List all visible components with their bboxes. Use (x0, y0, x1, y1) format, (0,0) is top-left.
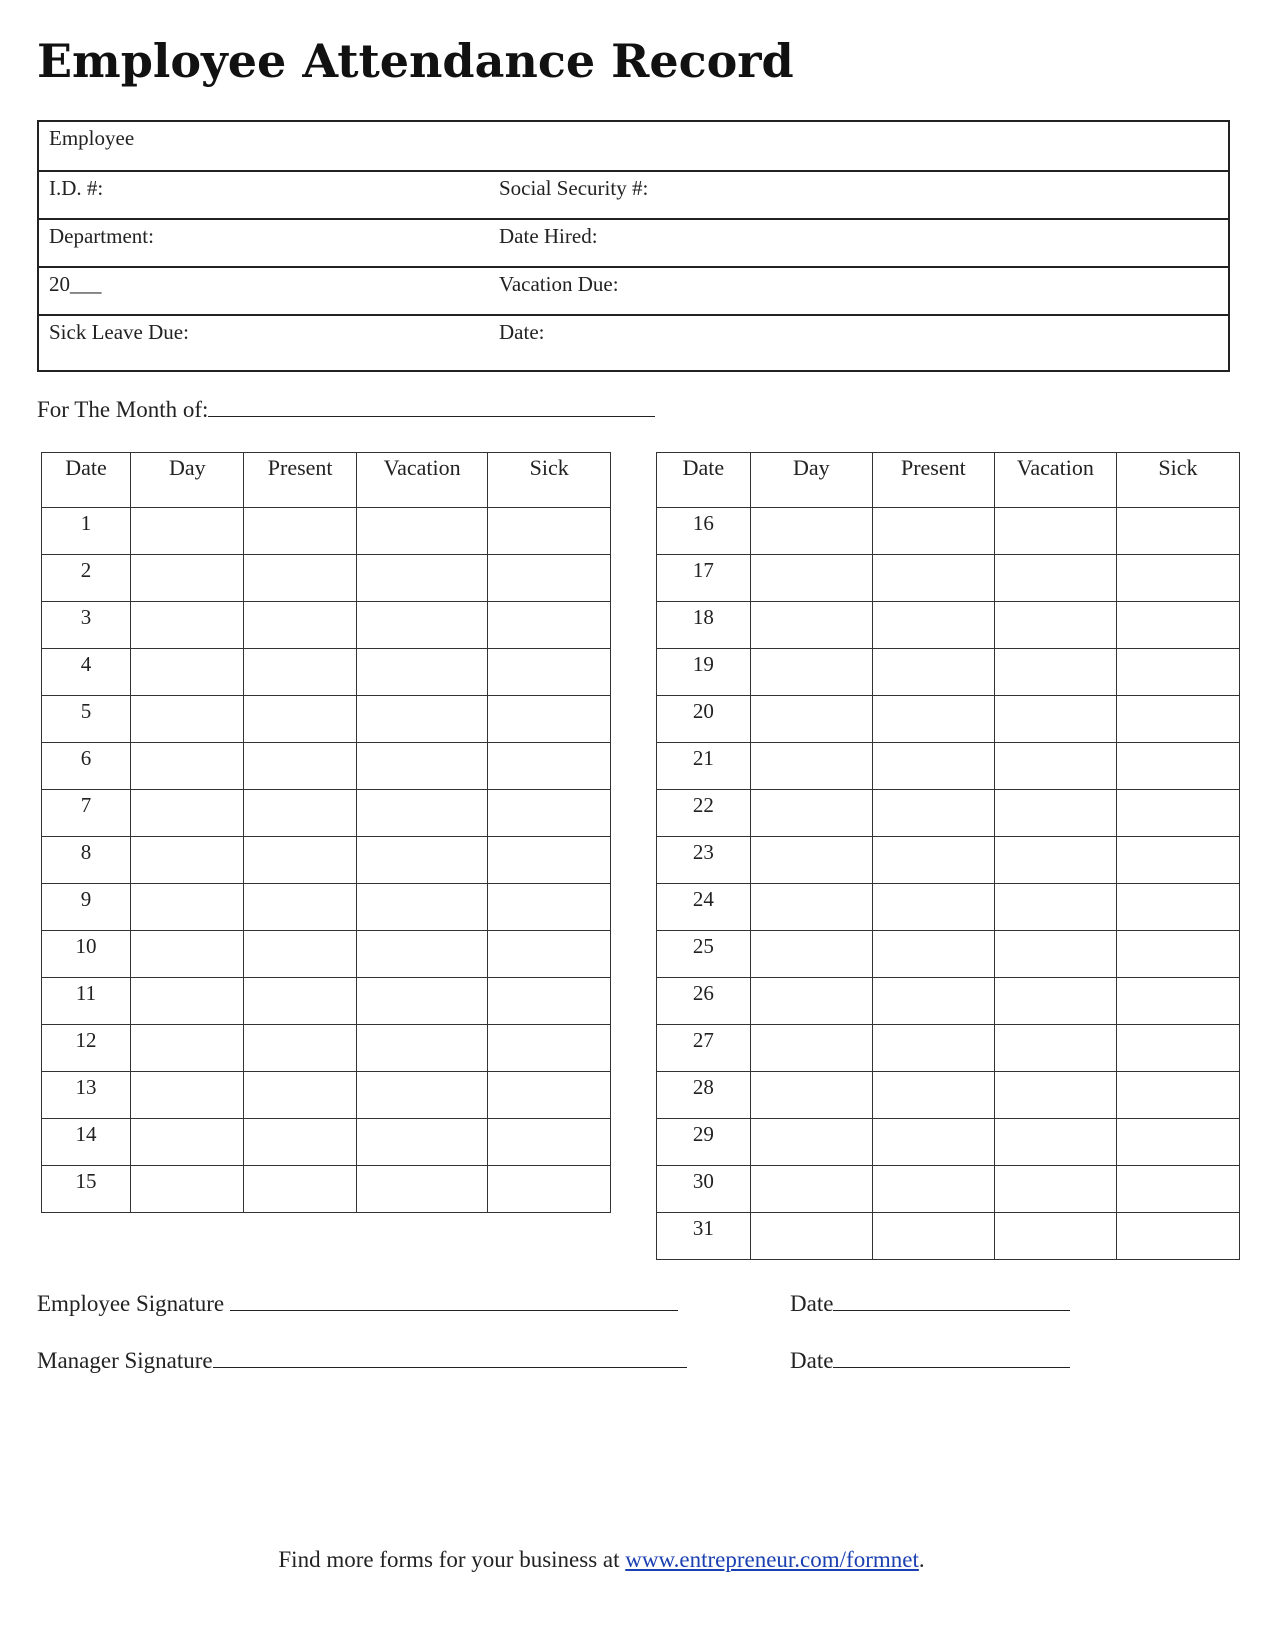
table-row (42, 1166, 611, 1213)
present-cell[interactable] (872, 978, 994, 1025)
date-cell: 23 (657, 837, 751, 884)
day-cell[interactable] (131, 743, 244, 790)
attendance-table-right (656, 452, 1240, 1260)
day-cell[interactable] (750, 1213, 872, 1260)
date-cell: 15 (42, 1166, 131, 1213)
vacation-cell[interactable] (994, 649, 1116, 696)
header-day: Day (750, 453, 872, 508)
table-body-left (42, 508, 611, 1213)
present-cell[interactable] (872, 1213, 994, 1260)
table-body-right (657, 508, 1240, 1260)
header-day: Day (131, 453, 244, 508)
sick-cell[interactable] (1116, 743, 1239, 790)
vacation-cell[interactable] (994, 837, 1116, 884)
sick-cell[interactable] (488, 790, 611, 837)
manager-signature-field (37, 1347, 687, 1374)
table-row (42, 555, 611, 602)
vacation-cell[interactable] (994, 1072, 1116, 1119)
vacation-cell[interactable] (356, 837, 488, 884)
vacation-cell[interactable] (356, 978, 488, 1025)
date-cell: 30 (657, 1166, 751, 1213)
table-row (657, 1166, 1240, 1213)
vacation-cell[interactable] (356, 555, 488, 602)
sick-cell[interactable] (488, 1025, 611, 1072)
vacation-cell[interactable] (994, 1166, 1116, 1213)
present-cell[interactable] (872, 1072, 994, 1119)
date-hired-label[interactable]: Date Hired: (499, 224, 598, 248)
footer-link[interactable]: www.entrepreneur.com/formnet (625, 1547, 919, 1572)
present-cell[interactable] (244, 1072, 356, 1119)
footer-suffix: . (918, 1547, 925, 1572)
present-cell[interactable] (244, 602, 356, 649)
date-cell: 2 (42, 555, 131, 602)
sick-cell[interactable] (1116, 837, 1239, 884)
present-cell[interactable] (244, 696, 356, 743)
present-cell[interactable] (872, 1119, 994, 1166)
table-row (657, 931, 1240, 978)
day-cell[interactable] (750, 1072, 872, 1119)
vacation-cell[interactable] (994, 931, 1116, 978)
day-cell[interactable] (131, 1166, 244, 1213)
day-cell[interactable] (131, 978, 244, 1025)
table-row (42, 1072, 611, 1119)
table-row (657, 602, 1240, 649)
day-cell[interactable] (750, 602, 872, 649)
sick-cell[interactable] (1116, 508, 1239, 555)
table-row (657, 1213, 1240, 1260)
vacation-cell[interactable] (994, 602, 1116, 649)
header-vacation: Vacation (356, 453, 488, 508)
vacation-cell[interactable] (356, 1166, 488, 1213)
present-cell[interactable] (244, 649, 356, 696)
present-cell[interactable] (872, 884, 994, 931)
date-cell: 26 (657, 978, 751, 1025)
vacation-cell[interactable] (356, 1072, 488, 1119)
vacation-cell[interactable] (356, 1119, 488, 1166)
sick-cell[interactable] (488, 1166, 611, 1213)
header-present: Present (872, 453, 994, 508)
employee-label[interactable]: Employee (49, 126, 135, 150)
vacation-due-label[interactable]: Vacation Due: (499, 272, 619, 296)
sick-cell[interactable] (488, 743, 611, 790)
date-cell: 22 (657, 790, 751, 837)
date-cell: 29 (657, 1119, 751, 1166)
sick-cell[interactable] (1116, 1025, 1239, 1072)
employee-date-label: Date (790, 1291, 834, 1316)
present-cell[interactable] (244, 790, 356, 837)
present-cell[interactable] (872, 743, 994, 790)
table-row (42, 743, 611, 790)
table-header-row (657, 453, 1240, 508)
vacation-cell[interactable] (994, 790, 1116, 837)
manager-date-line[interactable] (833, 1347, 1070, 1368)
sick-cell[interactable] (1116, 931, 1239, 978)
day-cell[interactable] (750, 1025, 872, 1072)
date-cell: 17 (657, 555, 751, 602)
day-cell[interactable] (131, 1025, 244, 1072)
sick-cell[interactable] (488, 931, 611, 978)
day-cell[interactable] (131, 602, 244, 649)
present-cell[interactable] (872, 931, 994, 978)
day-cell[interactable] (750, 508, 872, 555)
header-present: Present (244, 453, 356, 508)
day-cell[interactable] (750, 696, 872, 743)
day-cell[interactable] (750, 837, 872, 884)
table-row (42, 602, 611, 649)
present-cell[interactable] (244, 555, 356, 602)
header-sick: Sick (488, 453, 611, 508)
month-field (37, 396, 655, 423)
vacation-cell[interactable] (994, 978, 1116, 1025)
vacation-cell[interactable] (356, 602, 488, 649)
table-row (657, 1072, 1240, 1119)
sick-cell[interactable] (1116, 884, 1239, 931)
info-row-department (39, 218, 1228, 270)
vacation-cell[interactable] (994, 555, 1116, 602)
date-cell: 9 (42, 884, 131, 931)
ssn-label[interactable]: Social Security #: (499, 176, 649, 200)
info-row-id (39, 170, 1228, 222)
vacation-cell[interactable] (356, 931, 488, 978)
table-row (42, 884, 611, 931)
employee-date-line[interactable] (833, 1290, 1070, 1311)
vacation-cell[interactable] (994, 1213, 1116, 1260)
present-cell[interactable] (872, 790, 994, 837)
sick-cell[interactable] (1116, 602, 1239, 649)
present-cell[interactable] (872, 508, 994, 555)
vacation-cell[interactable] (356, 884, 488, 931)
present-cell[interactable] (244, 743, 356, 790)
date-cell: 3 (42, 602, 131, 649)
sick-leave-due-label[interactable]: Sick Leave Due: (49, 320, 189, 344)
date-cell: 24 (657, 884, 751, 931)
vacation-cell[interactable] (994, 508, 1116, 555)
vacation-cell[interactable] (994, 1025, 1116, 1072)
employee-signature-label: Employee Signature (37, 1291, 230, 1316)
sick-cell[interactable] (1116, 1166, 1239, 1213)
year-label[interactable]: 20___ (49, 272, 102, 296)
day-cell[interactable] (750, 790, 872, 837)
page-title: Employee Attendance Record (37, 34, 794, 88)
month-input-line[interactable] (208, 396, 655, 417)
table-row (657, 978, 1240, 1025)
date-cell: 25 (657, 931, 751, 978)
month-label: For The Month of: (37, 397, 209, 422)
employee-signature-field (37, 1290, 678, 1317)
id-label[interactable]: I.D. #: (49, 176, 104, 200)
date-cell: 12 (42, 1025, 131, 1072)
present-cell[interactable] (872, 1025, 994, 1072)
day-cell[interactable] (131, 790, 244, 837)
date-cell: 20 (657, 696, 751, 743)
table-row (657, 837, 1240, 884)
date-cell: 21 (657, 743, 751, 790)
sick-cell[interactable] (1116, 790, 1239, 837)
date-cell: 11 (42, 978, 131, 1025)
day-cell[interactable] (131, 508, 244, 555)
date-cell: 7 (42, 790, 131, 837)
day-cell[interactable] (131, 931, 244, 978)
vacation-cell[interactable] (994, 1119, 1116, 1166)
table-row (657, 1025, 1240, 1072)
employee-date-field (790, 1290, 1070, 1317)
table-row (657, 743, 1240, 790)
present-cell[interactable] (244, 1025, 356, 1072)
sick-cell[interactable] (488, 837, 611, 884)
date-cell: 31 (657, 1213, 751, 1260)
date-cell: 28 (657, 1072, 751, 1119)
table-row (657, 649, 1240, 696)
sick-cell[interactable] (488, 649, 611, 696)
info-row-sick-leave (39, 314, 1228, 366)
footer-text: Find more forms for your business at (278, 1547, 626, 1572)
vacation-cell[interactable] (356, 696, 488, 743)
manager-date-label: Date (790, 1348, 834, 1373)
date-cell: 16 (657, 508, 751, 555)
day-cell[interactable] (131, 649, 244, 696)
table-row (42, 508, 611, 555)
date-cell: 10 (42, 931, 131, 978)
present-cell[interactable] (872, 696, 994, 743)
table-row (42, 649, 611, 696)
day-cell[interactable] (750, 743, 872, 790)
present-cell[interactable] (872, 649, 994, 696)
sick-cell[interactable] (488, 884, 611, 931)
day-cell[interactable] (750, 884, 872, 931)
day-cell[interactable] (131, 837, 244, 884)
date-cell: 14 (42, 1119, 131, 1166)
footer (0, 1547, 1203, 1573)
sick-cell[interactable] (1116, 696, 1239, 743)
date-cell: 13 (42, 1072, 131, 1119)
date-cell: 6 (42, 743, 131, 790)
vacation-cell[interactable] (994, 696, 1116, 743)
department-label[interactable]: Department: (49, 224, 154, 248)
table-row (42, 837, 611, 884)
vacation-cell[interactable] (356, 508, 488, 555)
day-cell[interactable] (750, 649, 872, 696)
manager-date-field (790, 1347, 1070, 1374)
header-vacation: Vacation (994, 453, 1116, 508)
present-cell[interactable] (244, 837, 356, 884)
vacation-cell[interactable] (994, 743, 1116, 790)
date-cell: 8 (42, 837, 131, 884)
table-row (42, 978, 611, 1025)
table-row (657, 508, 1240, 555)
manager-signature-label: Manager Signature (37, 1348, 213, 1373)
date-cell: 1 (42, 508, 131, 555)
table-row (657, 555, 1240, 602)
manager-signature-line[interactable] (213, 1347, 687, 1368)
present-cell[interactable] (872, 555, 994, 602)
sick-cell[interactable] (1116, 978, 1239, 1025)
table-header-row (42, 453, 611, 508)
date-cell: 4 (42, 649, 131, 696)
present-cell[interactable] (244, 978, 356, 1025)
header-sick: Sick (1116, 453, 1239, 508)
present-cell[interactable] (872, 1166, 994, 1213)
sick-cell[interactable] (1116, 1119, 1239, 1166)
day-cell[interactable] (750, 555, 872, 602)
day-cell[interactable] (750, 978, 872, 1025)
sick-cell[interactable] (488, 555, 611, 602)
table-row (42, 1025, 611, 1072)
date-cell: 18 (657, 602, 751, 649)
vacation-cell[interactable] (356, 790, 488, 837)
date-cell: 19 (657, 649, 751, 696)
table-row (42, 1119, 611, 1166)
date-cell: 5 (42, 696, 131, 743)
sick-cell[interactable] (488, 1119, 611, 1166)
sick-cell[interactable] (488, 1072, 611, 1119)
vacation-cell[interactable] (356, 649, 488, 696)
sick-cell[interactable] (488, 508, 611, 555)
header-date: Date (657, 453, 751, 508)
vacation-cell[interactable] (356, 743, 488, 790)
table-row (42, 790, 611, 837)
day-cell[interactable] (131, 1072, 244, 1119)
sick-cell[interactable] (488, 696, 611, 743)
table-row (657, 1119, 1240, 1166)
info-row-employee (39, 122, 1228, 172)
present-cell[interactable] (244, 1119, 356, 1166)
info-row-year (39, 266, 1228, 318)
sick-cell[interactable] (1116, 555, 1239, 602)
sick-cell[interactable] (1116, 1072, 1239, 1119)
day-cell[interactable] (131, 696, 244, 743)
sick-cell[interactable] (1116, 649, 1239, 696)
present-cell[interactable] (244, 931, 356, 978)
sick-cell[interactable] (1116, 1213, 1239, 1260)
employee-signature-line[interactable] (230, 1290, 678, 1311)
vacation-cell[interactable] (994, 884, 1116, 931)
present-cell[interactable] (872, 837, 994, 884)
present-cell[interactable] (244, 884, 356, 931)
day-cell[interactable] (750, 931, 872, 978)
table-row (657, 884, 1240, 931)
table-row (42, 696, 611, 743)
day-cell[interactable] (131, 1119, 244, 1166)
day-cell[interactable] (750, 1166, 872, 1213)
vacation-cell[interactable] (356, 1025, 488, 1072)
header-date: Date (42, 453, 131, 508)
present-cell[interactable] (244, 508, 356, 555)
sick-cell[interactable] (488, 978, 611, 1025)
present-cell[interactable] (244, 1166, 356, 1213)
date-label[interactable]: Date: (499, 320, 545, 344)
table-row (42, 931, 611, 978)
attendance-table-left (41, 452, 611, 1213)
sick-cell[interactable] (488, 602, 611, 649)
date-cell: 27 (657, 1025, 751, 1072)
day-cell[interactable] (750, 1119, 872, 1166)
table-row (657, 790, 1240, 837)
present-cell[interactable] (872, 602, 994, 649)
employee-info-box (37, 120, 1230, 372)
day-cell[interactable] (131, 555, 244, 602)
table-row (657, 696, 1240, 743)
day-cell[interactable] (131, 884, 244, 931)
